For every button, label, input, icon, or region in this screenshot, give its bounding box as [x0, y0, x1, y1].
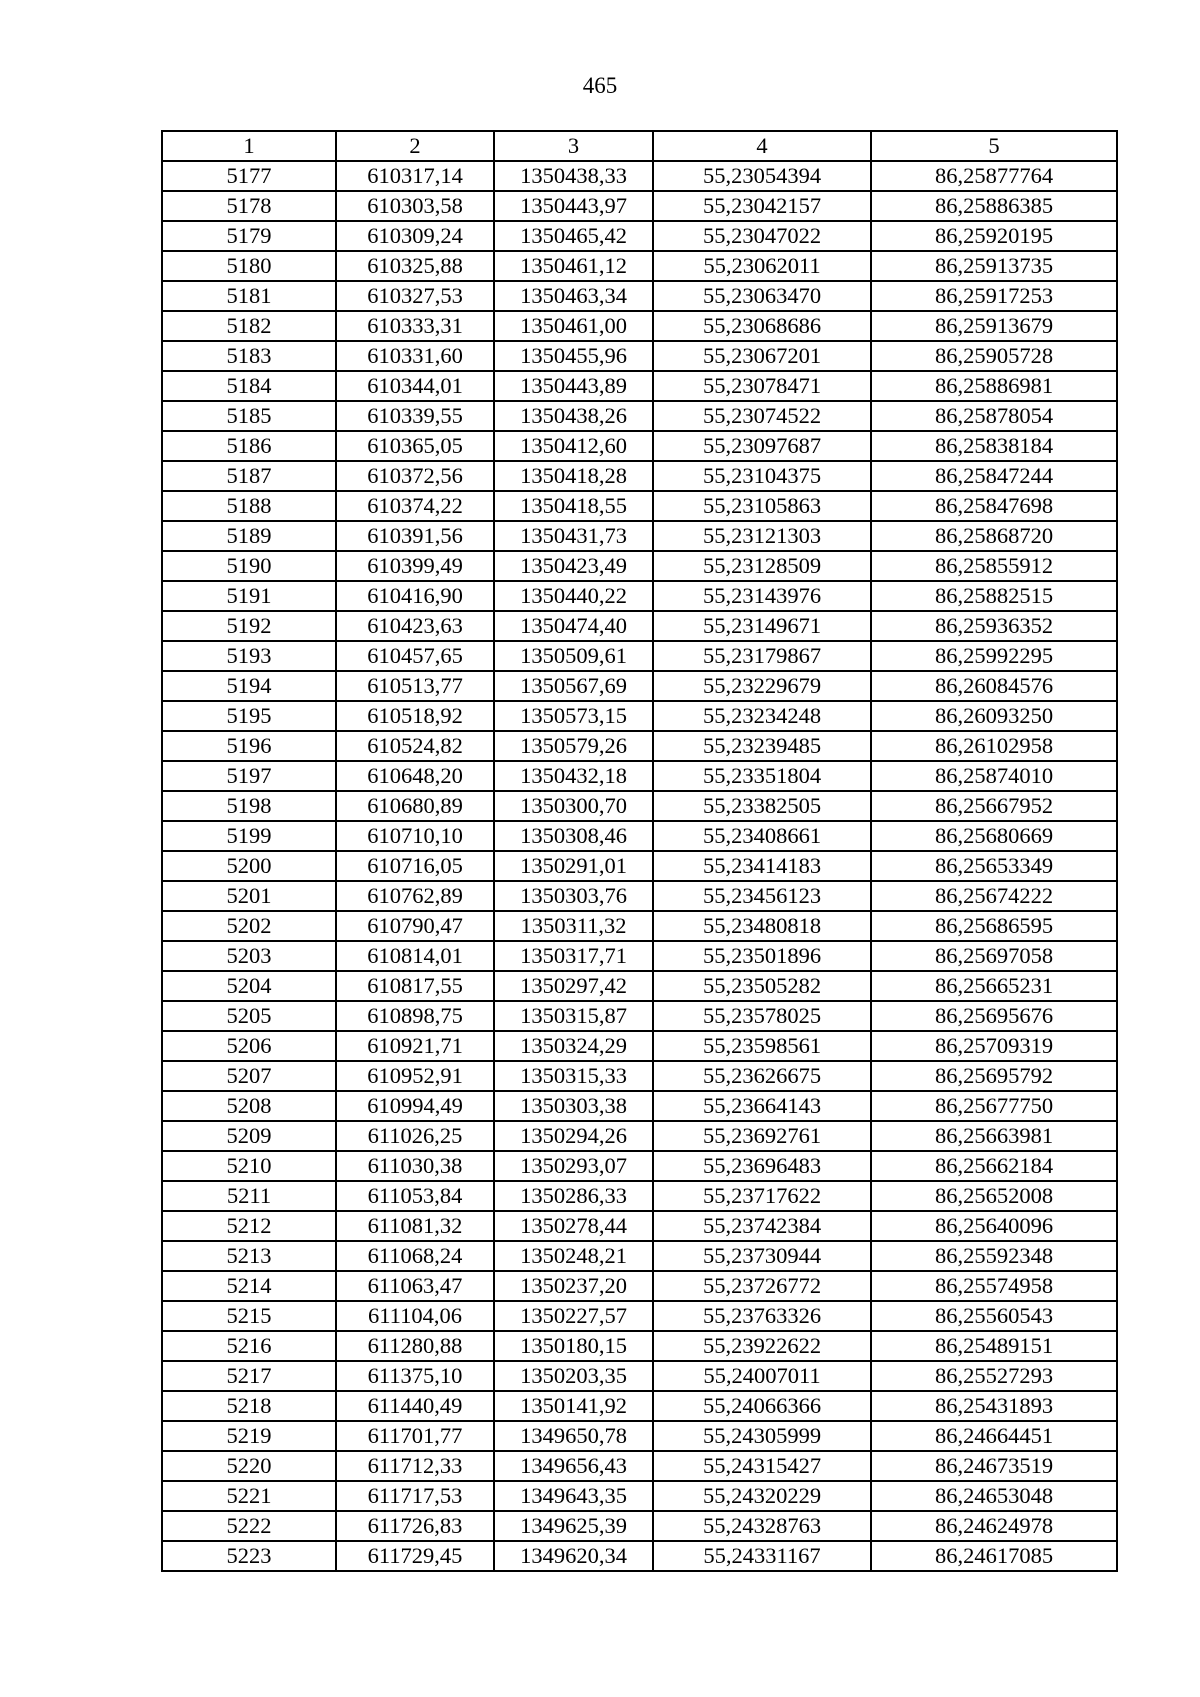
point-number-cell: 5182 — [162, 311, 336, 341]
x-coordinate-cell: 611081,32 — [336, 1211, 494, 1241]
y-coordinate-cell: 1350237,20 — [494, 1271, 653, 1301]
x-coordinate-cell: 610327,53 — [336, 281, 494, 311]
y-coordinate-cell: 1350455,96 — [494, 341, 653, 371]
y-coordinate-cell: 1350573,15 — [494, 701, 653, 731]
column-header-4: 4 — [653, 131, 871, 161]
table-row — [162, 1451, 1117, 1481]
point-number-cell: 5195 — [162, 701, 336, 731]
point-number-cell: 5204 — [162, 971, 336, 1001]
table-row — [162, 1541, 1117, 1571]
x-coordinate-cell: 610344,01 — [336, 371, 494, 401]
x-coordinate-cell: 610416,90 — [336, 581, 494, 611]
latitude-cell: 55,23626675 — [653, 1061, 871, 1091]
latitude-cell: 55,23726772 — [653, 1271, 871, 1301]
y-coordinate-cell: 1350317,71 — [494, 941, 653, 971]
y-coordinate-cell: 1350303,38 — [494, 1091, 653, 1121]
table-row — [162, 1331, 1117, 1361]
point-number-cell: 5219 — [162, 1421, 336, 1451]
longitude-cell: 86,25431893 — [871, 1391, 1117, 1421]
table-row — [162, 611, 1117, 641]
point-number-cell: 5198 — [162, 791, 336, 821]
point-number-cell: 5183 — [162, 341, 336, 371]
y-coordinate-cell: 1350293,07 — [494, 1151, 653, 1181]
latitude-cell: 55,24331167 — [653, 1541, 871, 1571]
longitude-cell: 86,25674222 — [871, 881, 1117, 911]
latitude-cell: 55,23239485 — [653, 731, 871, 761]
y-coordinate-cell: 1350315,87 — [494, 1001, 653, 1031]
x-coordinate-cell: 610814,01 — [336, 941, 494, 971]
point-number-cell: 5206 — [162, 1031, 336, 1061]
x-coordinate-cell: 610648,20 — [336, 761, 494, 791]
point-number-cell: 5210 — [162, 1151, 336, 1181]
latitude-cell: 55,23480818 — [653, 911, 871, 941]
x-coordinate-cell: 610325,88 — [336, 251, 494, 281]
longitude-cell: 86,25855912 — [871, 551, 1117, 581]
point-number-cell: 5208 — [162, 1091, 336, 1121]
latitude-cell: 55,23229679 — [653, 671, 871, 701]
table-row — [162, 731, 1117, 761]
longitude-cell: 86,25913735 — [871, 251, 1117, 281]
table-row — [162, 641, 1117, 671]
point-number-cell: 5201 — [162, 881, 336, 911]
table-row — [162, 1091, 1117, 1121]
x-coordinate-cell: 610790,47 — [336, 911, 494, 941]
table-body — [162, 161, 1117, 1571]
y-coordinate-cell: 1350463,34 — [494, 281, 653, 311]
latitude-cell: 55,23408661 — [653, 821, 871, 851]
point-number-cell: 5189 — [162, 521, 336, 551]
point-number-cell: 5222 — [162, 1511, 336, 1541]
x-coordinate-cell: 610680,89 — [336, 791, 494, 821]
table-row — [162, 371, 1117, 401]
longitude-cell: 86,26093250 — [871, 701, 1117, 731]
x-coordinate-cell: 610309,24 — [336, 221, 494, 251]
longitude-cell: 86,25663981 — [871, 1121, 1117, 1151]
latitude-cell: 55,23922622 — [653, 1331, 871, 1361]
table-row — [162, 251, 1117, 281]
table-row — [162, 821, 1117, 851]
y-coordinate-cell: 1350438,26 — [494, 401, 653, 431]
point-number-cell: 5184 — [162, 371, 336, 401]
x-coordinate-cell: 611701,77 — [336, 1421, 494, 1451]
point-number-cell: 5190 — [162, 551, 336, 581]
longitude-cell: 86,25667952 — [871, 791, 1117, 821]
column-header-5: 5 — [871, 131, 1117, 161]
latitude-cell: 55,24305999 — [653, 1421, 871, 1451]
point-number-cell: 5212 — [162, 1211, 336, 1241]
x-coordinate-cell: 610423,63 — [336, 611, 494, 641]
latitude-cell: 55,24315427 — [653, 1451, 871, 1481]
latitude-cell: 55,23696483 — [653, 1151, 871, 1181]
x-coordinate-cell: 610994,49 — [336, 1091, 494, 1121]
table-row — [162, 911, 1117, 941]
longitude-cell: 86,25574958 — [871, 1271, 1117, 1301]
point-number-cell: 5185 — [162, 401, 336, 431]
y-coordinate-cell: 1350431,73 — [494, 521, 653, 551]
table-row — [162, 1241, 1117, 1271]
x-coordinate-cell: 611030,38 — [336, 1151, 494, 1181]
coordinates-table — [161, 130, 1118, 1572]
longitude-cell: 86,25877764 — [871, 161, 1117, 191]
latitude-cell: 55,23042157 — [653, 191, 871, 221]
point-number-cell: 5180 — [162, 251, 336, 281]
y-coordinate-cell: 1350294,26 — [494, 1121, 653, 1151]
y-coordinate-cell: 1350180,15 — [494, 1331, 653, 1361]
y-coordinate-cell: 1350461,12 — [494, 251, 653, 281]
longitude-cell: 86,25886981 — [871, 371, 1117, 401]
table-row — [162, 491, 1117, 521]
latitude-cell: 55,23149671 — [653, 611, 871, 641]
x-coordinate-cell: 610372,56 — [336, 461, 494, 491]
y-coordinate-cell: 1350567,69 — [494, 671, 653, 701]
longitude-cell: 86,25882515 — [871, 581, 1117, 611]
point-number-cell: 5177 — [162, 161, 336, 191]
x-coordinate-cell: 610365,05 — [336, 431, 494, 461]
x-coordinate-cell: 610374,22 — [336, 491, 494, 521]
table-row — [162, 881, 1117, 911]
longitude-cell: 86,25665231 — [871, 971, 1117, 1001]
x-coordinate-cell: 611712,33 — [336, 1451, 494, 1481]
table-row — [162, 191, 1117, 221]
x-coordinate-cell: 610524,82 — [336, 731, 494, 761]
table-row — [162, 761, 1117, 791]
latitude-cell: 55,23763326 — [653, 1301, 871, 1331]
latitude-cell: 55,23128509 — [653, 551, 871, 581]
x-coordinate-cell: 610303,58 — [336, 191, 494, 221]
point-number-cell: 5188 — [162, 491, 336, 521]
x-coordinate-cell: 611375,10 — [336, 1361, 494, 1391]
table-row — [162, 431, 1117, 461]
longitude-cell: 86,25868720 — [871, 521, 1117, 551]
y-coordinate-cell: 1350297,42 — [494, 971, 653, 1001]
point-number-cell: 5215 — [162, 1301, 336, 1331]
latitude-cell: 55,23062011 — [653, 251, 871, 281]
y-coordinate-cell: 1349625,39 — [494, 1511, 653, 1541]
header-row — [162, 131, 1117, 161]
table-row — [162, 281, 1117, 311]
latitude-cell: 55,23692761 — [653, 1121, 871, 1151]
y-coordinate-cell: 1350286,33 — [494, 1181, 653, 1211]
longitude-cell: 86,25662184 — [871, 1151, 1117, 1181]
table-row — [162, 461, 1117, 491]
longitude-cell: 86,25936352 — [871, 611, 1117, 641]
y-coordinate-cell: 1350278,44 — [494, 1211, 653, 1241]
x-coordinate-cell: 610399,49 — [336, 551, 494, 581]
point-number-cell: 5196 — [162, 731, 336, 761]
table-row — [162, 1301, 1117, 1331]
y-coordinate-cell: 1350461,00 — [494, 311, 653, 341]
y-coordinate-cell: 1350141,92 — [494, 1391, 653, 1421]
y-coordinate-cell: 1350418,28 — [494, 461, 653, 491]
point-number-cell: 5193 — [162, 641, 336, 671]
longitude-cell: 86,24653048 — [871, 1481, 1117, 1511]
table-row — [162, 161, 1117, 191]
latitude-cell: 55,24066366 — [653, 1391, 871, 1421]
table-row — [162, 521, 1117, 551]
latitude-cell: 55,23047022 — [653, 221, 871, 251]
longitude-cell: 86,26102958 — [871, 731, 1117, 761]
x-coordinate-cell: 610317,14 — [336, 161, 494, 191]
longitude-cell: 86,25677750 — [871, 1091, 1117, 1121]
x-coordinate-cell: 610921,71 — [336, 1031, 494, 1061]
latitude-cell: 55,23121303 — [653, 521, 871, 551]
longitude-cell: 86,25653349 — [871, 851, 1117, 881]
table-row — [162, 1121, 1117, 1151]
latitude-cell: 55,23105863 — [653, 491, 871, 521]
table-row — [162, 1031, 1117, 1061]
latitude-cell: 55,23179867 — [653, 641, 871, 671]
y-coordinate-cell: 1350315,33 — [494, 1061, 653, 1091]
latitude-cell: 55,24328763 — [653, 1511, 871, 1541]
y-coordinate-cell: 1350311,32 — [494, 911, 653, 941]
longitude-cell: 86,25913679 — [871, 311, 1117, 341]
y-coordinate-cell: 1350440,22 — [494, 581, 653, 611]
y-coordinate-cell: 1350465,42 — [494, 221, 653, 251]
y-coordinate-cell: 1350203,35 — [494, 1361, 653, 1391]
y-coordinate-cell: 1350248,21 — [494, 1241, 653, 1271]
y-coordinate-cell: 1350474,40 — [494, 611, 653, 641]
column-header-1: 1 — [162, 131, 336, 161]
y-coordinate-cell: 1350227,57 — [494, 1301, 653, 1331]
longitude-cell: 86,25992295 — [871, 641, 1117, 671]
x-coordinate-cell: 610331,60 — [336, 341, 494, 371]
table-row — [162, 971, 1117, 1001]
x-coordinate-cell: 611440,49 — [336, 1391, 494, 1421]
y-coordinate-cell: 1350438,33 — [494, 161, 653, 191]
x-coordinate-cell: 610513,77 — [336, 671, 494, 701]
y-coordinate-cell: 1350432,18 — [494, 761, 653, 791]
table-row — [162, 941, 1117, 971]
x-coordinate-cell: 610898,75 — [336, 1001, 494, 1031]
longitude-cell: 86,25680669 — [871, 821, 1117, 851]
latitude-cell: 55,23067201 — [653, 341, 871, 371]
latitude-cell: 55,24007011 — [653, 1361, 871, 1391]
latitude-cell: 55,23068686 — [653, 311, 871, 341]
table-row — [162, 221, 1117, 251]
latitude-cell: 55,23742384 — [653, 1211, 871, 1241]
table-row — [162, 1391, 1117, 1421]
latitude-cell: 55,23074522 — [653, 401, 871, 431]
longitude-cell: 86,25709319 — [871, 1031, 1117, 1061]
point-number-cell: 5200 — [162, 851, 336, 881]
x-coordinate-cell: 611280,88 — [336, 1331, 494, 1361]
x-coordinate-cell: 610710,10 — [336, 821, 494, 851]
longitude-cell: 86,25917253 — [871, 281, 1117, 311]
latitude-cell: 55,23664143 — [653, 1091, 871, 1121]
latitude-cell: 55,24320229 — [653, 1481, 871, 1511]
x-coordinate-cell: 611104,06 — [336, 1301, 494, 1331]
y-coordinate-cell: 1350443,97 — [494, 191, 653, 221]
point-number-cell: 5205 — [162, 1001, 336, 1031]
latitude-cell: 55,23054394 — [653, 161, 871, 191]
latitude-cell: 55,23501896 — [653, 941, 871, 971]
table-row — [162, 311, 1117, 341]
x-coordinate-cell: 610518,92 — [336, 701, 494, 731]
y-coordinate-cell: 1350443,89 — [494, 371, 653, 401]
x-coordinate-cell: 611053,84 — [336, 1181, 494, 1211]
y-coordinate-cell: 1349650,78 — [494, 1421, 653, 1451]
longitude-cell: 86,25847698 — [871, 491, 1117, 521]
point-number-cell: 5186 — [162, 431, 336, 461]
latitude-cell: 55,23063470 — [653, 281, 871, 311]
latitude-cell: 55,23598561 — [653, 1031, 871, 1061]
x-coordinate-cell: 611068,24 — [336, 1241, 494, 1271]
x-coordinate-cell: 610716,05 — [336, 851, 494, 881]
table-row — [162, 1211, 1117, 1241]
longitude-cell: 86,25695792 — [871, 1061, 1117, 1091]
point-number-cell: 5221 — [162, 1481, 336, 1511]
point-number-cell: 5178 — [162, 191, 336, 221]
point-number-cell: 5223 — [162, 1541, 336, 1571]
longitude-cell: 86,24617085 — [871, 1541, 1117, 1571]
table-row — [162, 1421, 1117, 1451]
point-number-cell: 5203 — [162, 941, 336, 971]
longitude-cell: 86,25489151 — [871, 1331, 1117, 1361]
x-coordinate-cell: 611729,45 — [336, 1541, 494, 1571]
table-row — [162, 851, 1117, 881]
longitude-cell: 86,25560543 — [871, 1301, 1117, 1331]
table-row — [162, 1151, 1117, 1181]
point-number-cell: 5209 — [162, 1121, 336, 1151]
column-header-2: 2 — [336, 131, 494, 161]
longitude-cell: 86,25592348 — [871, 1241, 1117, 1271]
y-coordinate-cell: 1350300,70 — [494, 791, 653, 821]
latitude-cell: 55,23234248 — [653, 701, 871, 731]
y-coordinate-cell: 1350412,60 — [494, 431, 653, 461]
x-coordinate-cell: 611026,25 — [336, 1121, 494, 1151]
point-number-cell: 5211 — [162, 1181, 336, 1211]
table-row — [162, 791, 1117, 821]
table-row — [162, 1061, 1117, 1091]
point-number-cell: 5216 — [162, 1331, 336, 1361]
point-number-cell: 5218 — [162, 1391, 336, 1421]
table-row — [162, 551, 1117, 581]
latitude-cell: 55,23097687 — [653, 431, 871, 461]
longitude-cell: 86,25920195 — [871, 221, 1117, 251]
x-coordinate-cell: 611726,83 — [336, 1511, 494, 1541]
latitude-cell: 55,23505282 — [653, 971, 871, 1001]
x-coordinate-cell: 611063,47 — [336, 1271, 494, 1301]
table-header — [162, 131, 1117, 161]
table-row — [162, 341, 1117, 371]
y-coordinate-cell: 1350291,01 — [494, 851, 653, 881]
latitude-cell: 55,23578025 — [653, 1001, 871, 1031]
latitude-cell: 55,23730944 — [653, 1241, 871, 1271]
y-coordinate-cell: 1349656,43 — [494, 1451, 653, 1481]
table-row — [162, 581, 1117, 611]
y-coordinate-cell: 1349643,35 — [494, 1481, 653, 1511]
y-coordinate-cell: 1350303,76 — [494, 881, 653, 911]
longitude-cell: 86,25697058 — [871, 941, 1117, 971]
point-number-cell: 5199 — [162, 821, 336, 851]
y-coordinate-cell: 1350509,61 — [494, 641, 653, 671]
latitude-cell: 55,23078471 — [653, 371, 871, 401]
point-number-cell: 5181 — [162, 281, 336, 311]
x-coordinate-cell: 610952,91 — [336, 1061, 494, 1091]
y-coordinate-cell: 1350324,29 — [494, 1031, 653, 1061]
page-number: 465 — [582, 73, 618, 98]
point-number-cell: 5217 — [162, 1361, 336, 1391]
x-coordinate-cell: 610817,55 — [336, 971, 494, 1001]
longitude-cell: 86,25874010 — [871, 761, 1117, 791]
longitude-cell: 86,25847244 — [871, 461, 1117, 491]
longitude-cell: 86,25886385 — [871, 191, 1117, 221]
table-row — [162, 1271, 1117, 1301]
point-number-cell: 5214 — [162, 1271, 336, 1301]
table-row — [162, 701, 1117, 731]
point-number-cell: 5194 — [162, 671, 336, 701]
longitude-cell: 86,24673519 — [871, 1451, 1117, 1481]
longitude-cell: 86,24664451 — [871, 1421, 1117, 1451]
point-number-cell: 5207 — [162, 1061, 336, 1091]
point-number-cell: 5192 — [162, 611, 336, 641]
table-row — [162, 1001, 1117, 1031]
table-row — [162, 401, 1117, 431]
table-row — [162, 1481, 1117, 1511]
latitude-cell: 55,23456123 — [653, 881, 871, 911]
longitude-cell: 86,26084576 — [871, 671, 1117, 701]
x-coordinate-cell: 610339,55 — [336, 401, 494, 431]
latitude-cell: 55,23382505 — [653, 791, 871, 821]
y-coordinate-cell: 1349620,34 — [494, 1541, 653, 1571]
longitude-cell: 86,25640096 — [871, 1211, 1117, 1241]
latitude-cell: 55,23351804 — [653, 761, 871, 791]
point-number-cell: 5191 — [162, 581, 336, 611]
table-row — [162, 671, 1117, 701]
y-coordinate-cell: 1350579,26 — [494, 731, 653, 761]
x-coordinate-cell: 611717,53 — [336, 1481, 494, 1511]
latitude-cell: 55,23104375 — [653, 461, 871, 491]
longitude-cell: 86,25527293 — [871, 1361, 1117, 1391]
latitude-cell: 55,23717622 — [653, 1181, 871, 1211]
x-coordinate-cell: 610333,31 — [336, 311, 494, 341]
latitude-cell: 55,23414183 — [653, 851, 871, 881]
point-number-cell: 5179 — [162, 221, 336, 251]
longitude-cell: 86,24624978 — [871, 1511, 1117, 1541]
y-coordinate-cell: 1350308,46 — [494, 821, 653, 851]
longitude-cell: 86,25652008 — [871, 1181, 1117, 1211]
table-row — [162, 1181, 1117, 1211]
column-header-3: 3 — [494, 131, 653, 161]
latitude-cell: 55,23143976 — [653, 581, 871, 611]
longitude-cell: 86,25686595 — [871, 911, 1117, 941]
longitude-cell: 86,25905728 — [871, 341, 1117, 371]
longitude-cell: 86,25878054 — [871, 401, 1117, 431]
y-coordinate-cell: 1350423,49 — [494, 551, 653, 581]
x-coordinate-cell: 610762,89 — [336, 881, 494, 911]
longitude-cell: 86,25695676 — [871, 1001, 1117, 1031]
point-number-cell: 5187 — [162, 461, 336, 491]
point-number-cell: 5202 — [162, 911, 336, 941]
table-row — [162, 1361, 1117, 1391]
point-number-cell: 5197 — [162, 761, 336, 791]
point-number-cell: 5213 — [162, 1241, 336, 1271]
table-row — [162, 1511, 1117, 1541]
x-coordinate-cell: 610391,56 — [336, 521, 494, 551]
x-coordinate-cell: 610457,65 — [336, 641, 494, 671]
point-number-cell: 5220 — [162, 1451, 336, 1481]
y-coordinate-cell: 1350418,55 — [494, 491, 653, 521]
longitude-cell: 86,25838184 — [871, 431, 1117, 461]
